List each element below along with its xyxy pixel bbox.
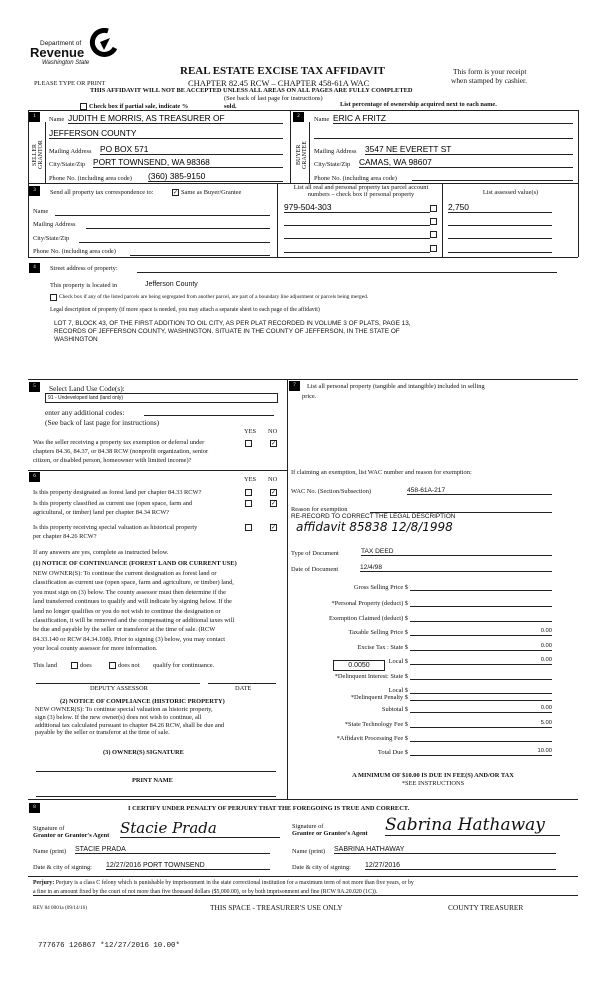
fee-value-field[interactable]: 0.00 xyxy=(410,643,552,651)
grantee-name-label: Name (print) xyxy=(292,848,326,855)
section-number: 3 xyxy=(29,186,40,196)
buyer-phone-label: Phone No. (including area code) xyxy=(314,175,397,182)
personal-property-checkbox[interactable] xyxy=(430,245,437,252)
street-address-label: Street address of property: xyxy=(50,265,118,272)
buyer-name-label: Name xyxy=(314,116,330,123)
current-use-question: agricultural, or timber) land per chapter 84.34 RCW? xyxy=(33,509,170,516)
located-label: This property is located in xyxy=(50,282,118,289)
grantor-name-label: Name (print) xyxy=(33,848,67,855)
seller-phone-field[interactable]: (360) 385-9150 xyxy=(148,171,283,182)
fee-value-field[interactable]: 5.00 xyxy=(410,720,552,728)
section-number: 2 xyxy=(293,112,304,122)
segregated-label: Check box if any of the listed parcels are being segregated from another parcel, are part of a boundary line adjustment or parcels being merged. xyxy=(59,294,369,300)
grantee-date-label: Date & city of signing: xyxy=(292,864,351,871)
handwritten-note: affidavit 85838 12/8/1998 xyxy=(296,520,453,534)
no-header: NO xyxy=(268,476,278,483)
forest-no-checkbox[interactable]: ✓ xyxy=(271,490,277,496)
grantee-name-field[interactable]: SABRINA HATHAWAY xyxy=(334,846,556,854)
perjury-line-2: a fine in an amount fixed by the court of not more than five thousand dollars ($5,000.00), or by both imprisonment and fine (RCW 9A.20.020 (1C)). xyxy=(33,889,578,896)
fee-label: Local $ xyxy=(388,687,408,694)
fee-label: *Delinquent Interest: State $ xyxy=(334,673,408,680)
grantor-date-label: Date & city of signing: xyxy=(33,864,92,871)
compliance-title: (2) NOTICE OF COMPLIANCE (HISTORIC PROPERTY) xyxy=(60,698,225,705)
compliance-text xyxy=(35,706,224,737)
additional-codes-label: enter any additional codes: xyxy=(45,408,125,417)
print-name-label: PRINT NAME xyxy=(132,777,173,784)
street-address-field[interactable] xyxy=(137,265,557,273)
if-any-yes-note: If any answers are yes, complete as instructed below. xyxy=(33,549,169,556)
seller-name-label: Name xyxy=(49,116,65,123)
corr-mail-label: Mailing Address xyxy=(33,221,76,228)
notice-line: land no longer qualifies or you do not wish to continue the designation or xyxy=(33,607,221,615)
notice-line: additional tax calculated pursuant to chapter 84.26 RCW, shall be due and xyxy=(35,721,225,729)
seller-phone-label: Phone No. (including area code) xyxy=(49,175,132,182)
perjury-label: Perjury: xyxy=(33,880,55,886)
personal-property-label-2: price. xyxy=(302,393,317,400)
buyer-name-field-2[interactable] xyxy=(314,128,573,139)
reason-label: Reason for exemption xyxy=(291,506,348,513)
buyer-name-field[interactable]: ERIC A FRITZ xyxy=(333,113,573,124)
section-number: 8 xyxy=(29,803,40,813)
cashier-stamp: 777676 126867 *12/27/2016 10.00* xyxy=(38,942,180,950)
dor-logo-icon xyxy=(88,28,118,58)
logo-revenue: Revenue xyxy=(30,45,85,60)
grantor-signature[interactable]: Stacie Prada xyxy=(120,819,280,838)
fee-value-field[interactable] xyxy=(410,583,552,591)
doc-type-field[interactable]: TAX DEED xyxy=(361,548,552,556)
historic-yes-checkbox[interactable] xyxy=(245,524,252,531)
segregated-checkbox[interactable] xyxy=(50,294,57,301)
continuance-text xyxy=(33,569,234,654)
historic-no-checkbox[interactable]: ✓ xyxy=(271,525,277,531)
buyer-mail-field[interactable]: 3547 NE EVERETT ST xyxy=(365,144,573,155)
no-header: NO xyxy=(268,428,278,435)
corr-phone-field[interactable] xyxy=(130,248,270,256)
send-correspondence-label: Send all property tax correspondence to: xyxy=(50,189,154,196)
section-number: 4 xyxy=(29,263,40,273)
corr-name-label: Name xyxy=(33,208,49,215)
exemption-question: chapters 84.36, 84.37, or 84.38 RCW (nonprofit organization, senior xyxy=(33,448,209,455)
wac-field[interactable]: 458-61A-217 xyxy=(407,487,552,495)
parcel-header-2: numbers – check box if personal property xyxy=(307,191,415,198)
fee-label: *Personal Property (deduct) $ xyxy=(331,600,408,607)
fee-value-field[interactable] xyxy=(410,614,552,622)
assessed-value-field-4[interactable] xyxy=(448,244,552,253)
reason-field[interactable] xyxy=(370,506,552,513)
fee-value-field[interactable]: 0.00 xyxy=(410,705,552,713)
assessed-header: List assessed value(s) xyxy=(482,189,539,196)
notice-line: be due and payable by the seller or transferor at the time of sale. (RCW xyxy=(33,626,216,634)
notice-line: classification as current use (open space, farm and agriculture, or timber) land, xyxy=(33,579,234,587)
fee-value-field[interactable] xyxy=(410,599,552,607)
parcel-number-field[interactable]: 979-504-303 xyxy=(284,202,430,213)
fee-label: *Delinquent Penalty $ xyxy=(350,694,408,701)
seller-city-label: City/State/Zip xyxy=(49,161,86,168)
sold-label: sold. xyxy=(224,103,237,110)
partial-sale-label: Check box if partial sale, indicate % xyxy=(89,103,189,110)
legal-description-label: Legal description of property (if more space is needed, you may attach a separate sheet to each page of the affidavit) xyxy=(50,307,320,313)
reason-value: RE-RECORD TO CORRECT THE LEGAL DESCRIPTION xyxy=(291,513,456,520)
please-type: PLEASE TYPE OR PRINT xyxy=(34,80,106,87)
deputy-assessor-label: DEPUTY ASSESSOR xyxy=(90,685,148,692)
fee-label: Excise Tax : State $ xyxy=(357,644,408,651)
seller-name-field-2[interactable]: JEFFERSON COUNTY xyxy=(49,128,283,139)
form-title: REAL ESTATE EXCISE TAX AFFIDAVIT xyxy=(180,65,385,77)
assessor-date-label: DATE xyxy=(235,685,252,692)
exemption-no-checkbox[interactable]: ✓ xyxy=(271,441,277,447)
exemption-question: citizen, or disabled person, homeowner with limited income)? xyxy=(33,457,192,464)
land-use-label: Select Land Use Code(s): xyxy=(49,384,125,393)
notice-line: you must sign on (3) below. The county assessor must then determine if the xyxy=(33,588,226,596)
yes-header: YES xyxy=(244,476,257,483)
receipt-note-1: This form is your receipt xyxy=(453,67,527,76)
corr-city-label: City/State/Zip xyxy=(33,235,70,242)
does-not-label: does not xyxy=(118,662,140,669)
exemption-claim-label: If claiming an exemption, list WAC number and reason for exemption: xyxy=(291,469,472,476)
perjury-text: Perjury is a class C felony which is punishable by imprisonment in the state correctional institution for a maximum term of not more than five years, or by xyxy=(54,880,414,886)
this-land-label: This land xyxy=(33,662,57,669)
minimum-note: A MINIMUM OF $10.00 IS DUE IN FEE(S) AND/OR TAX xyxy=(352,772,514,779)
fee-label: *Affidavit Processing Fee $ xyxy=(336,735,408,742)
seller-mail-label: Mailing Address xyxy=(49,148,92,155)
grantor-date-field[interactable]: 12/27/2016 PORT TOWNSEND xyxy=(106,862,270,870)
legal-description-line: WASHINGTON xyxy=(54,336,98,343)
corr-mail-field[interactable] xyxy=(86,221,270,229)
seller-side-label: SELLER GRANTOR xyxy=(32,140,44,170)
qualify-label: qualify for continuance. xyxy=(153,662,215,669)
notice-line: 84.33.140 or RCW 84.34.108). Prior to signing (3) below, you may contact xyxy=(33,635,226,643)
fee-label: Gross Selling Price $ xyxy=(353,584,408,591)
see-back: (See back of last page for instructions) xyxy=(224,95,323,102)
seller-mail-field[interactable]: PO BOX 571 xyxy=(100,144,283,155)
owner-signature-label: (3) OWNER(S) SIGNATURE xyxy=(103,749,184,756)
personal-property-checkbox[interactable] xyxy=(430,218,437,225)
notice-line: sign (3) below. If the new owner(s) does not wish to continue, all xyxy=(35,713,202,721)
historic-question: per chapter 84.26 RCW? xyxy=(33,533,97,540)
personal-property-checkbox[interactable] xyxy=(430,231,437,238)
personal-property-checkbox[interactable] xyxy=(430,205,437,212)
receipt-note-2: when stamped by cashier. xyxy=(451,76,527,85)
fee-label: Exemption Claimed (deduct) $ xyxy=(329,615,408,622)
personal-property-label: List all personal property (tangible and intangible) included in selling xyxy=(307,383,485,390)
fee-value-field[interactable]: 0.00 xyxy=(410,657,552,665)
section-number: 5 xyxy=(29,382,40,392)
corr-phone-label: Phone No. (including area code) xyxy=(33,248,116,255)
corr-city-field[interactable] xyxy=(79,235,270,243)
legal-description-line: LOT 7, BLOCK 43, OF THE FIRST ADDITION TO OIL CITY, AS PER PLAT RECORDED IN VOLUME 3 OF PLATS, PAGE 13, xyxy=(54,320,411,327)
treasurer-use-label: THIS SPACE - TREASURER'S USE ONLY xyxy=(210,903,343,912)
located-value: Jefferson County xyxy=(145,281,198,288)
section-number: 1 xyxy=(29,112,40,122)
logo-dept: Department of xyxy=(40,40,82,47)
continuance-title: (1) NOTICE OF CONTINUANCE (FOREST LAND OR CURRENT USE) xyxy=(33,560,237,567)
parcel-number-field-2[interactable] xyxy=(284,217,430,226)
assessed-value-field[interactable]: 2,750 xyxy=(448,202,552,213)
doc-type-label: Type of Document xyxy=(291,550,339,557)
additional-codes-field[interactable] xyxy=(144,408,274,416)
forest-question: Is this property designated as forest land per chapter 84.33 RCW? xyxy=(33,489,202,496)
fee-value-field[interactable] xyxy=(410,693,552,701)
fee-label: *State Technology Fee $ xyxy=(344,721,408,728)
yes-header: YES xyxy=(244,428,257,435)
fee-label: Subtotal $ xyxy=(381,706,408,713)
warning-text: THIS AFFIDAVIT WILL NOT BE ACCEPTED UNLESS ALL AREAS ON ALL PAGES ARE FULLY COMPLETED xyxy=(90,87,413,94)
grantee-signature[interactable]: Sabrina Hathaway xyxy=(385,815,560,836)
exemption-yes-checkbox[interactable] xyxy=(245,440,252,447)
local-rate-field[interactable]: 0.0050 xyxy=(333,660,385,671)
fee-value-field[interactable] xyxy=(410,672,552,680)
see-instructions: (See back of last page for instructions) xyxy=(45,418,160,427)
buyer-side-label: BUYER GRANTEE xyxy=(296,141,308,169)
buyer-phone-field[interactable] xyxy=(412,172,573,181)
historic-question: Is this property receiving special valuation as historical property xyxy=(33,524,198,531)
notice-line: land transferred continues to qualify and will indicate by signing below. If the xyxy=(33,598,232,606)
wac-label: WAC No. (Section/Subsection) xyxy=(291,488,372,495)
grantee-date-field[interactable]: 12/27/2016 xyxy=(365,862,556,870)
assessed-value-field-3[interactable] xyxy=(448,230,552,239)
doc-date-field[interactable]: 12/4/98 xyxy=(360,564,552,572)
percentage-note: List percentage of ownership acquired next to each name. xyxy=(340,101,497,108)
doc-date-label: Date of Document xyxy=(291,566,339,573)
grantee-agent-label: Grantee or Grantee's Agent xyxy=(292,830,368,837)
form-chapter: CHAPTER 82.45 RCW – CHAPTER 458-61A WAC xyxy=(188,78,370,88)
parcel-header-1: List all real and personal property tax parcel account xyxy=(293,184,429,191)
fee-value-field[interactable] xyxy=(410,734,552,742)
does-qualify-checkbox[interactable] xyxy=(71,662,78,669)
perjury-line-1 xyxy=(33,880,414,886)
notice-line: payable by the seller or transferor at the time of sale. xyxy=(35,729,170,737)
parcel-number-field-4[interactable] xyxy=(284,244,430,253)
fee-value-field[interactable]: 10.00 xyxy=(410,748,552,756)
grantor-agent-label: Grantor or Grantor's Agent xyxy=(33,832,110,839)
buyer-mail-label: Mailing Address xyxy=(314,148,357,155)
current-use-question: Is this property classified as current use (open space, farm and xyxy=(33,500,193,507)
fee-label: Local $ xyxy=(388,658,408,665)
fee-value-field[interactable]: 0.00 xyxy=(410,628,552,636)
notice-line: classification, it will be removed and the compensating or additional taxes will xyxy=(33,617,235,625)
fee-label: Taxable Selling Price $ xyxy=(348,629,408,636)
notice-line: your local county assessor for more information. xyxy=(33,645,158,653)
assessed-value-field-2[interactable] xyxy=(448,217,552,226)
does-label: does xyxy=(80,662,92,669)
same-as-buyer-checkbox[interactable]: ✓ xyxy=(173,190,179,196)
forest-yes-checkbox[interactable] xyxy=(245,489,252,496)
notice-line: NEW OWNER(S): To continue the current designation as forest land or xyxy=(33,570,217,577)
buyer-city-label: City/State/Zip xyxy=(314,161,351,168)
partial-sale-checkbox[interactable] xyxy=(80,103,87,110)
section-number: 6 xyxy=(29,472,40,482)
form-revision: REV 84 0001a (09/14/16) xyxy=(33,905,87,911)
seller-city-field[interactable]: PORT TOWNSEND, WA 98368 xyxy=(93,157,283,168)
notice-line: NEW OWNER(S): To continue special valuation as historic property, xyxy=(35,706,213,713)
buyer-city-field[interactable]: CAMAS, WA 98607 xyxy=(359,157,573,168)
corr-name-field[interactable] xyxy=(55,208,270,216)
grantee-sig-label: Signature of xyxy=(292,823,324,830)
current-use-yes-checkbox[interactable] xyxy=(245,500,252,507)
seller-name-field[interactable]: JUDITH E MORRIS, AS TREASURER OF xyxy=(68,113,283,124)
legal-description-line: RECORDS OF JEFFERSON COUNTY, WASHINGTON. SITUATE IN THE COUNTY OF JEFFERSON, IN THE STATE OF xyxy=(54,328,400,335)
current-use-no-checkbox[interactable]: ✓ xyxy=(271,501,277,507)
does-not-qualify-checkbox[interactable] xyxy=(109,662,116,669)
see-instructions-note: *SEE INSTRUCTIONS xyxy=(401,780,465,787)
section-number: 7 xyxy=(289,381,300,391)
parcel-number-field-3[interactable] xyxy=(284,230,430,239)
grantor-sig-label: Signature of xyxy=(33,825,65,832)
fee-label: Total Due $ xyxy=(377,749,408,756)
grantor-name-field[interactable]: STACIE PRADA xyxy=(75,846,270,854)
exemption-question: Was the seller receiving a property tax exemption or deferral under xyxy=(33,439,205,446)
land-use-select[interactable]: 91 - Undeveloped land (land only) xyxy=(45,393,278,403)
logo-state: Washington State xyxy=(42,60,90,66)
county-treasurer-label: COUNTY TREASURER xyxy=(448,903,524,912)
certify-statement: I CERTIFY UNDER PENALTY OF PERJURY THAT THE FOREGOING IS TRUE AND CORRECT. xyxy=(128,805,410,812)
same-as-buyer-label: Same as Buyer/Grantee xyxy=(181,189,242,196)
